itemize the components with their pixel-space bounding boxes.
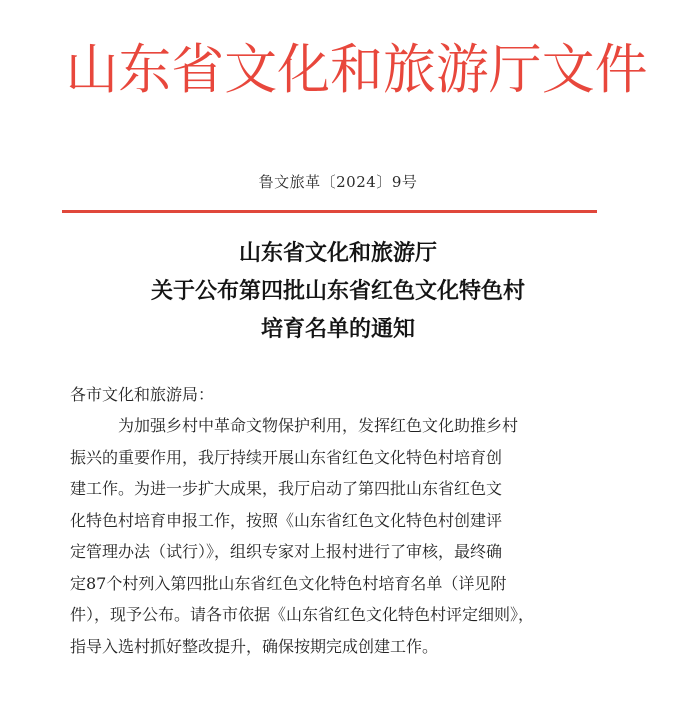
document-number: 鲁文旅革〔2024〕9号 [258, 173, 418, 191]
red-divider-line [62, 210, 597, 213]
document-masthead: 山东省文化和旅游厅文件 [65, 38, 648, 101]
body-line: 定87个村列入第四批山东省红色文化特色村培育名单（详见附 [70, 573, 507, 593]
title-line-3: 培育名单的通知 [260, 316, 415, 342]
body-line: 振兴的重要作用，我厅持续开展山东省红色文化特色村培育创 [70, 447, 503, 467]
body-line: 化特色村培育申报工作，按照《山东省红色文化特色村创建评 [70, 510, 503, 530]
body-line: 件），现予公布。请各市依据《山东省红色文化特色村评定细则》， [70, 605, 535, 624]
body-line: 为加强乡村中革命文物保护利用，发挥红色文化助推乡村 [118, 416, 519, 435]
salutation: 各市文化和旅游局： [70, 385, 215, 404]
title-line-1: 山东省文化和旅游厅 [238, 240, 437, 266]
body-line: 指导入选村抓好整改提升，确保按期完成创建工作。 [70, 636, 439, 656]
body-line: 定管理办法（试行）》，组织专家对上报村进行了审核，最终确 [70, 542, 503, 561]
body-line: 建工作。为进一步扩大成果，我厅启动了第四批山东省红色文 [70, 479, 503, 498]
document-title [0, 234, 676, 348]
body-paragraph [70, 410, 605, 662]
title-line-2: 关于公布第四批山东省红色文化特色村 [150, 278, 525, 304]
